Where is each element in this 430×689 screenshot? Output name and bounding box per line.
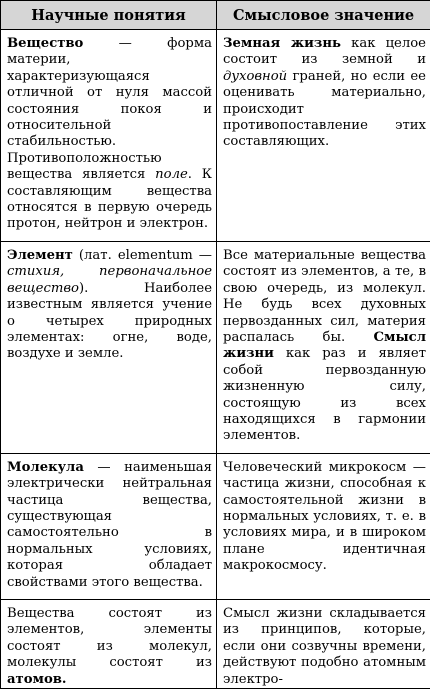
table-row xyxy=(1,30,430,242)
term-bold: Молекула xyxy=(7,460,84,475)
term-bold: атомов. xyxy=(7,672,67,687)
term-bold: Вещество xyxy=(7,36,83,51)
meaning-cell xyxy=(217,600,430,689)
text-run: как раз и являет собой первозданную жизненную силу, состоящую из всех находящихся в гармонии элементов. xyxy=(223,346,426,443)
text-run: — наименьшая электрически нейтральная частица вещества, существующая самостоятельно в нормальных условиях, которая обладает свойствами этого вещества. xyxy=(7,460,212,590)
header-concepts: Научные понятия xyxy=(1,1,217,30)
text-run: Смысл жизни складывается из принципов, которые, если они созвучны времени, действуют подобно атомным электро- xyxy=(223,606,426,687)
meaning-cell xyxy=(217,241,430,453)
table-row xyxy=(1,600,430,689)
table-row xyxy=(1,453,430,599)
text-run: Человеческий микрокосм — частица жизни, способная к самостоятельной жизни в нормальных условиях, т. е. в условиях мира, и в широком плане идентичная макрокосмосу. xyxy=(223,460,426,573)
header-meaning: Смысловое значение xyxy=(217,1,430,30)
term-bold: Смысл жизни xyxy=(223,330,426,361)
text-run: . К составляющим вещества относятся в первую очередь протон, нейтрон и электрон. xyxy=(7,167,212,231)
text-run: ). Наиболее известным является учение о четырех природных элементах: огне, воде, воздухе и земле. xyxy=(7,281,212,362)
term-bold: Земная жизнь xyxy=(223,36,341,51)
text-run: — форма материи, характеризующаяся отличной от нуля массой состояния покоя и относительной стабильностью. Противоположностью вещества является xyxy=(7,36,212,182)
concept-cell xyxy=(1,600,217,689)
concept-cell xyxy=(1,453,217,599)
text-run: как целое состоит из земной и xyxy=(223,36,426,67)
text-run: (лат. elementum — xyxy=(73,248,212,263)
meaning-cell xyxy=(217,453,430,599)
text-italic: стихия, первоначальное вещество xyxy=(7,264,212,295)
term-bold: Элемент xyxy=(7,248,73,263)
concept-cell xyxy=(1,241,217,453)
meaning-cell xyxy=(217,30,430,242)
text-italic: духовной xyxy=(223,69,287,84)
table-row xyxy=(1,241,430,453)
header-row xyxy=(1,1,430,30)
text-run: Все материальные вещества состоят из элементов, а те, в свою очередь, из молекул. Не будь всех духовных первозданных сил, материя распалась бы. xyxy=(223,248,426,345)
text-italic: поле xyxy=(155,167,188,182)
concept-cell xyxy=(1,30,217,242)
text-run: граней, но если ее оценивать материально, происходит противопоставление этих составляющих. xyxy=(223,69,426,150)
text-run: Вещества состоят из элементов, элементы состоят из молекул, молекулы состоят из xyxy=(7,606,212,670)
